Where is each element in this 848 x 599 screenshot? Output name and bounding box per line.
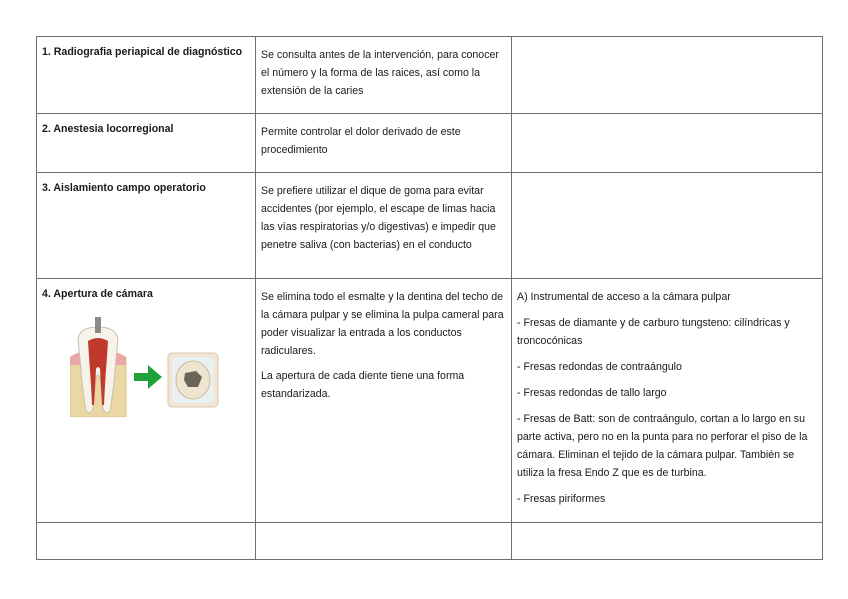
empty-cell (256, 523, 512, 560)
table-row (37, 173, 823, 279)
step-title-cell (37, 279, 256, 523)
instrument-item: - Fresas redondas de tallo largo (517, 387, 667, 399)
step-title-cell (37, 114, 256, 173)
step-description: La apertura de cada diente tiene una forma estandarizada. (261, 370, 465, 400)
tooth-access-illustration (70, 317, 220, 417)
step-instruments-cell (512, 37, 823, 114)
table-row (37, 114, 823, 173)
empty-cell (512, 523, 823, 560)
instrument-item: - Fresas redondas de contraángulo (517, 361, 682, 373)
step-title: 1. Radiografia periapical de diagnóstico (42, 46, 243, 58)
step-description-cell (256, 279, 512, 523)
step-title-cell (37, 37, 256, 114)
step-title: 3. Aislamiento campo operatorio (42, 182, 206, 194)
instrument-item: - Fresas piriformes (517, 493, 606, 505)
table-row (37, 279, 823, 523)
step-instruments-cell (512, 173, 823, 279)
step-title: 2. Anestesia locorregional (42, 123, 174, 135)
step-description: Se elimina todo el esmalte y la dentina del techo de la cámara pulpar y se elimina la pulpa cameral para poder visualizar la entrada a los conductos radiculares. (261, 291, 504, 357)
instrument-item: - Fresas de Batt: son de contraángulo, cortan a lo largo en su parte activa, pero no en la punta para no perforar el piso de la cámara. Eliminan el tejido de la cámara pulpar. También se utiliza la fresa Endo Z que es de turbina. (517, 413, 808, 479)
step-instruments-cell (512, 114, 823, 173)
step-instruments-cell (512, 279, 823, 523)
table-row (37, 37, 823, 114)
drill-shape (95, 317, 101, 333)
tooth-figure (70, 317, 220, 417)
step-description-cell (256, 114, 512, 173)
step-description-cell (256, 37, 512, 114)
step-title: 4. Apertura de cámara (42, 288, 153, 300)
instrument-item: - Fresas de diamante y de carburo tungsteno: cilíndricas y troncocónicas (517, 317, 790, 347)
arrow-right-icon (134, 365, 162, 389)
step-description: Permite controlar el dolor derivado de este procedimiento (261, 126, 461, 156)
step-description: Se consulta antes de la intervención, para conocer el número y la forma de las raices, así como la extensión de la caries (261, 49, 499, 97)
empty-cell (37, 523, 256, 560)
instrument-item: A) Instrumental de acceso a la cámara pulpar (517, 291, 731, 303)
step-title-cell (37, 173, 256, 279)
step-description-cell (256, 173, 512, 279)
table-row (37, 523, 823, 560)
step-description: Se prefiere utilizar el dique de goma para evitar accidentes (por ejemplo, el escape de limas hacia las vías respiratorias y/o digestivas) e impedir que penetre saliva (con bacterias) en el conducto (261, 185, 496, 251)
procedure-table (36, 36, 823, 560)
